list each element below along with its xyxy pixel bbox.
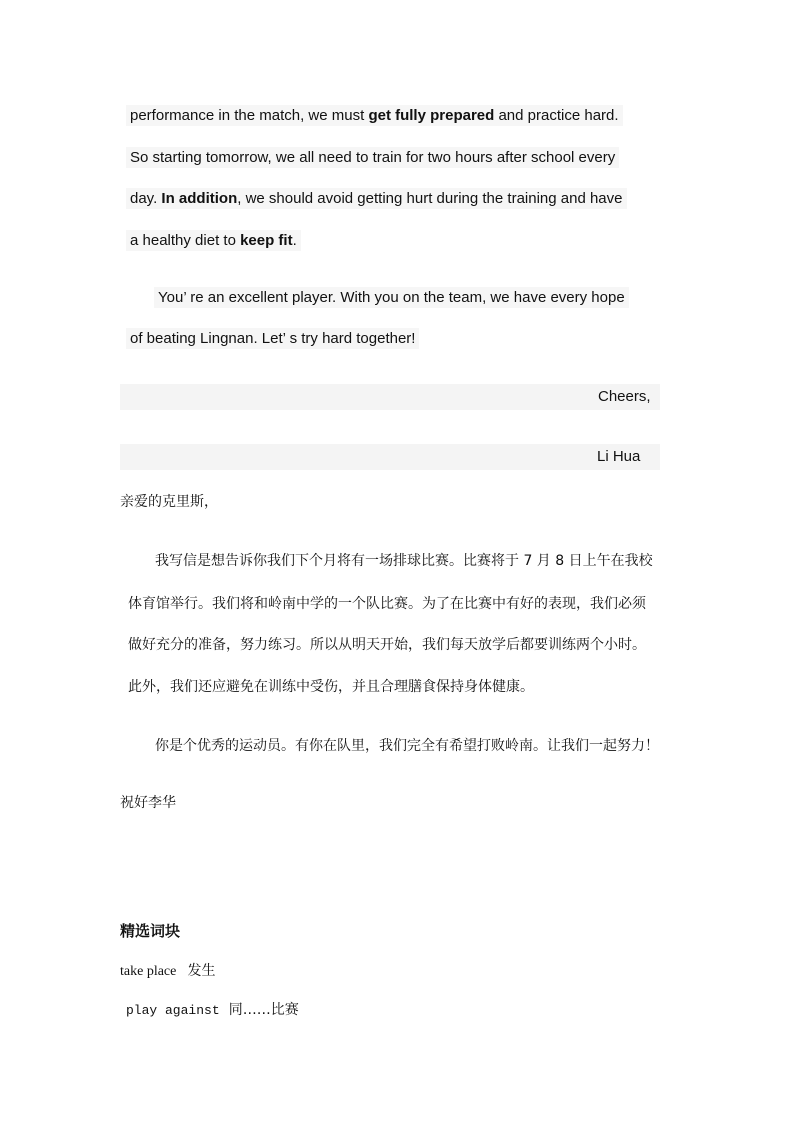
- cn-p1-line3: 做好充分的准备，努力练习。所以从明天开始，我们每天放学后都要训练两个小时。: [128, 637, 646, 653]
- text-run: , we should avoid getting hurt during the training and have: [237, 190, 623, 207]
- en-p1-line1: [126, 107, 623, 124]
- closing-band: [120, 384, 660, 410]
- cn-signoff: 祝好李华: [120, 795, 176, 811]
- vocab-meaning: 发生: [187, 963, 216, 979]
- en-p1-line4: [126, 232, 301, 249]
- en-p2-line1: [154, 289, 629, 306]
- text-run: day.: [130, 190, 162, 207]
- bold-phrase: get fully prepared: [368, 107, 495, 124]
- cn-p1-line4: 此外，我们还应避免在训练中受伤，并且合理膳食保持身体健康。: [128, 679, 534, 695]
- vocab-heading: 精选词块: [120, 922, 181, 940]
- vocab-item-take-place: [120, 960, 215, 980]
- text-run: performance in the match, we must: [130, 107, 369, 124]
- vocab-term: take place: [120, 964, 177, 979]
- signature: Li Hua: [597, 448, 641, 465]
- en-p2-line2: [126, 330, 419, 347]
- text-run: of beating Lingnan. Let’ s try hard together!: [126, 328, 419, 349]
- cn-salutation: 亲爱的克里斯，: [120, 494, 218, 510]
- text-run: a healthy diet to: [130, 232, 241, 249]
- text-run: .: [292, 232, 297, 249]
- closing: Cheers,: [598, 388, 651, 405]
- text-run: and practice hard.: [494, 107, 619, 124]
- bold-phrase: keep fit: [240, 232, 293, 249]
- cn-p1-line2: 体育馆举行。我们将和岭南中学的一个队比赛。为了在比赛中有好的表现，我们必须: [128, 596, 646, 612]
- bold-phrase: In addition: [161, 190, 238, 207]
- vocab-item-play-against: [126, 999, 299, 1019]
- text-run: You’ re an excellent player. With you on the team, we have every hope: [154, 287, 629, 308]
- en-p1-line2: [126, 149, 619, 166]
- signature-band: [120, 444, 660, 470]
- en-p1-line3: [126, 190, 627, 207]
- text-run: So starting tomorrow, we all need to train for two hours after school every: [126, 147, 619, 168]
- vocab-term: play against: [126, 1003, 220, 1018]
- cn-p2-line1: 你是个优秀的运动员。有你在队里，我们完全有希望打败岭南。让我们一起努力！: [155, 738, 659, 754]
- cn-p1-line1: 我写信是想告诉你我们下个月将有一场排球比赛。比赛将于 7 月 8 日上午在我校: [155, 553, 653, 569]
- vocab-meaning: 同……比赛: [228, 1002, 299, 1018]
